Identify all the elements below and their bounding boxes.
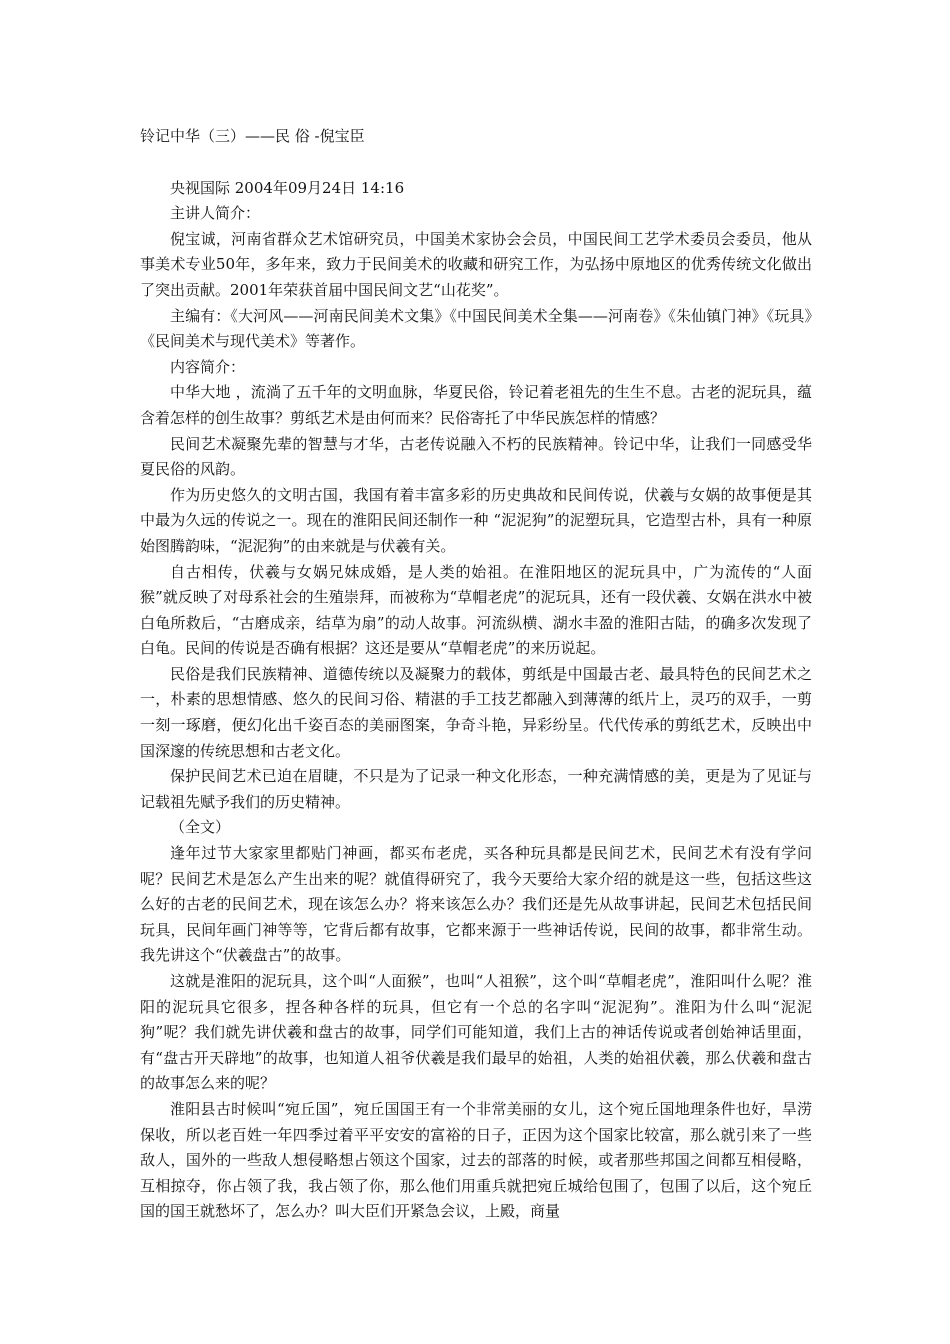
content-paragraph: 作为历史悠久的文明古国，我国有着丰富多彩的历史典故和民间传说，伏羲与女娲的故事便是其中最为久远的传说之一。现在的淮阳民间还制作一种 “泥泥狗”的泥塑玩具，它造型古朴，具有一种原始图腾韵味，“泥泥狗”的由来就是与伏羲有关。 bbox=[140, 485, 812, 555]
content-paragraph: 中华大地 ，流淌了五千年的文明血脉，华夏民俗，铃记着老祖先的生生不息。古老的泥玩具，蕴含着怎样的创生故事？剪纸艺术是由何而来？民俗寄托了中华民族怎样的情感？ bbox=[140, 383, 812, 427]
full-text-paragraph: 淮阳县古时候叫“宛丘国”，宛丘国国王有一个非常美丽的女儿，这个宛丘国地理条件也好，旱涝保收，所以老百姓一年四季过着平平安安的富裕的日子，正因为这个国家比较富，那么就引来了一些敌人，国外的一些敌人想侵略想占领这个国家，过去的部落的时候，或者那些邦国之间都互相侵略，互相掠夺，你占领了我，我占领了你，那么他们用重兵就把宛丘城给包围了，包围了以后，这个宛丘国的国王就愁坏了，怎么办？叫大臣们开紧急会议，上殿，商量 bbox=[140, 1099, 812, 1221]
content-paragraph: 民间艺术凝聚先辈的智慧与才华，古老传说融入不朽的民族精神。铃记中华，让我们一同感受华夏民俗的风韵。 bbox=[140, 434, 812, 479]
content-paragraph: 民俗是我们民族精神、道德传统以及凝聚力的载体，剪纸是中国最古老、最具特色的民间艺术之一，朴素的思想情感、悠久的民间习俗、精湛的手工技艺都融入到薄薄的纸片上，灵巧的双手，一剪一刻一琢磨，便幻化出千姿百态的美丽图案，争奇斗艳，异彩纷呈。代代传承的剪纸艺术，反映出中国深邃的传统思想和古老文化。 bbox=[140, 664, 812, 760]
content-paragraph: 保护民间艺术已迫在眉睫，不只是为了记录一种文化形态，一种充满情感的美，更是为了见证与记载祖先赋予我们的历史精神。 bbox=[140, 767, 812, 811]
bio-paragraph: 主编有：《大河风——河南民间美术文集》《中国民间美术全集——河南卷》《朱仙镇门神》《玩具》《民间美术与现代美术》等著作。 bbox=[140, 306, 812, 351]
speaker-heading: 主讲人简介： bbox=[170, 204, 261, 223]
bio-paragraph: 倪宝诚，河南省群众艺术馆研究员，中国美术家协会会员，中国民间工艺学术委员会委员，他从事美术专业50年，多年来，致力于民间美术的收藏和研究工作，为弘扬中原地区的优秀传统文化做出了突出贡献。2001年荣获首届中国民间文艺“山花奖”。 bbox=[140, 229, 812, 299]
full-text-paragraph: 这就是淮阳的泥玩具，这个叫“人面猴”，也叫“人祖猴”，这个叫“草帽老虎”，淮阳叫什么呢？淮阳的泥玩具它很多，捏各种各样的玩具，但它有一个总的名字叫“泥泥狗”。淮阳为什么叫“泥泥狗”呢？我们就先讲伏羲和盘古的故事，同学们可能知道，我们上古的神话传说或者创始神话里面，有“盘古开天辟地”的故事，也知道人祖爷伏羲是我们最早的始祖，人类的始祖伏羲，那么伏羲和盘古的故事怎么来的呢？ bbox=[140, 972, 812, 1093]
content-heading: 内容简介： bbox=[170, 357, 246, 376]
full-text-paragraph: 逢年过节大家家里都贴门神画，都买布老虎，买各种玩具都是民间艺术，民间艺术有没有学问呢？民间艺术是怎么产生出来的呢？就值得研究了，我今天要给大家介绍的就是这一些，包括这些这么好的古老的民间艺术，现在该怎么办？将来该怎么办？我们还是先从故事讲起，民间艺术包括民间玩具，民间年画门神等等，它背后都有故事，它都来源于一些神话传说，民间的故事，都非常生动。我先讲这个“伏羲盘古”的故事。 bbox=[140, 844, 812, 965]
source-date-line: 央视国际 2004年09月24日 14:16 bbox=[170, 178, 405, 197]
document-page bbox=[140, 124, 812, 1225]
document-title: 铃记中华（三）——民 俗 -倪宝臣 bbox=[140, 127, 365, 145]
content-paragraph: 自古相传，伏羲与女娲兄妹成婚，是人类的始祖。在淮阳地区的泥玩具中，广为流传的“人面猴”就反映了对母系社会的生殖崇拜，而被称为“草帽老虎”的泥玩具，还有一段伏羲、女娲在洪水中被白龟所救后，“古磨成亲，结草为扇”的动人故事。河流纵横、湖水丰盈的淮阳古陆，的确多次发现了白龟。民间的传说是否确有根据？这还是要从“草帽老虎”的来历说起。 bbox=[140, 562, 812, 658]
full-text-heading: （全文） bbox=[170, 818, 231, 837]
